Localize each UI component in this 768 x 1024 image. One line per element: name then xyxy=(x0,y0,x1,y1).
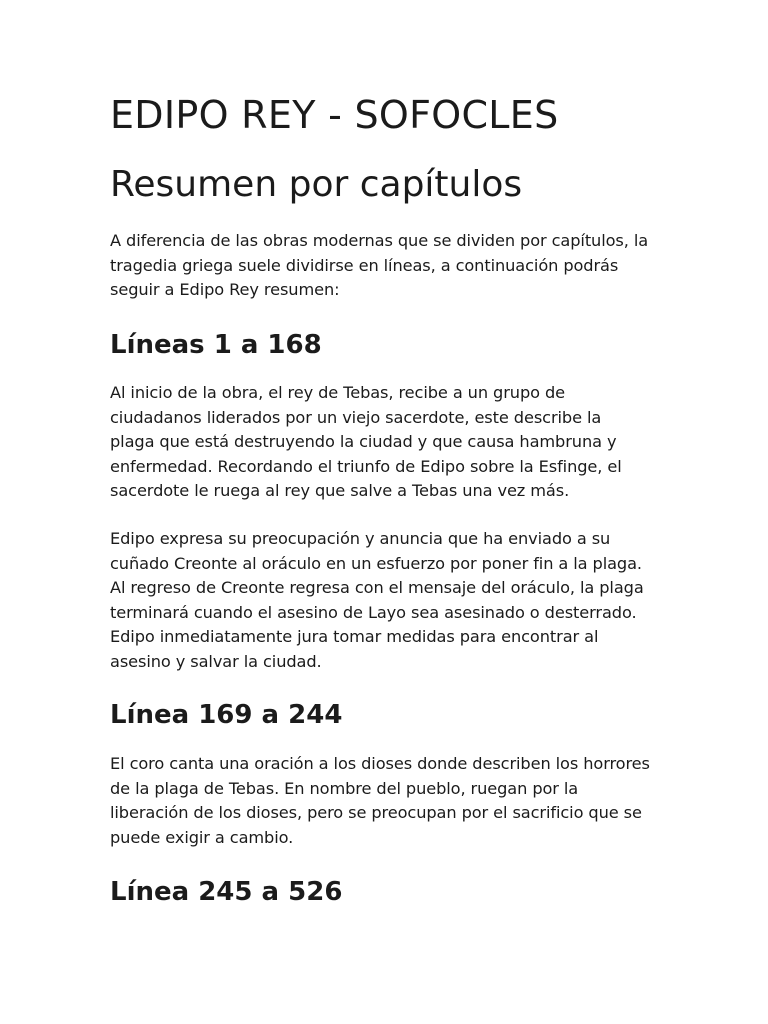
section-1-paragraph-1: Al inicio de la obra, el rey de Tebas, recibe a un grupo de ciudadanos liderados por un viejo sacerdote, este describe la plaga que está destruyendo la ciudad y que causa hambruna y enfermedad. Recordando el triunfo de Edipo sobre la Esfinge, el sacerdote le ruega al rey que salve a Tebas una vez más. xyxy=(110,383,622,500)
section-heading-linea-169-244: Línea 169 a 244 xyxy=(110,700,343,730)
section-heading-lineas-1-168: Líneas 1 a 168 xyxy=(110,330,322,360)
document-title: EDIPO REY - SOFOCLES xyxy=(110,93,559,137)
section-2-paragraph-1: El coro canta una oración a los dioses donde describen los horrores de la plaga de Tebas. En nombre del pueblo, ruegan por la liberación de los dioses, pero se preocupan por el sacrificio que se puede exigir a cambio. xyxy=(110,754,650,847)
document-subtitle: Resumen por capítulos xyxy=(110,164,523,205)
section-heading-linea-245-526: Línea 245 a 526 xyxy=(110,877,343,907)
section-1-paragraph-2: Edipo expresa su preocupación y anuncia que ha enviado a su cuñado Creonte al oráculo en un esfuerzo por poner fin a la plaga. Al regreso de Creonte regresa con el mensaje del oráculo, la plaga terminará cuando el asesino de Layo sea asesinado o desterrado. Edipo inmediatamente jura tomar medidas para encontrar al asesino y salvar la ciudad. xyxy=(110,529,644,671)
intro-paragraph: A diferencia de las obras modernas que se dividen por capítulos, la tragedia griega suele dividirse en líneas, a continuación podrás seguir a Edipo Rey resumen: xyxy=(110,231,649,299)
